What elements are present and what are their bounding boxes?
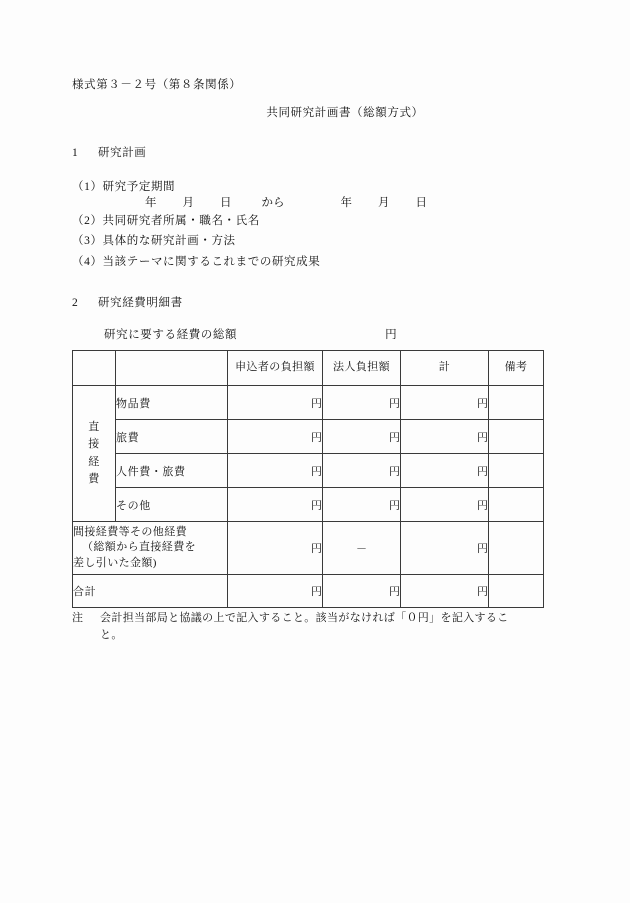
section-1-item-1: （1）研究予定期間 xyxy=(72,181,176,193)
table-header-row xyxy=(73,351,544,386)
form-number: 様式第３－２号（第８条関係） xyxy=(72,79,242,91)
row-label-goods: 物品費 xyxy=(116,386,228,420)
footnote-line-2: と。 xyxy=(100,629,123,642)
start-day-label: 日 xyxy=(220,197,232,209)
cell-personnel-corporate[interactable]: 円 xyxy=(323,454,401,488)
header-corporate-burden: 法人負担額 xyxy=(323,351,401,386)
row-label-sum: 合計 xyxy=(73,575,228,608)
grand-total-unit: 円 xyxy=(385,329,398,341)
cell-other-remarks[interactable] xyxy=(489,488,544,522)
direct-label-char-4: 費 xyxy=(88,472,100,485)
direct-label-char-2: 接 xyxy=(88,438,100,451)
cell-personnel-remarks[interactable] xyxy=(489,454,544,488)
direct-label-char-3: 経 xyxy=(88,455,100,468)
row-label-indirect-expenses xyxy=(73,522,228,575)
row-label-travel: 旅費 xyxy=(116,420,228,454)
header-cell-group xyxy=(73,351,116,386)
cell-sum-remarks[interactable] xyxy=(489,575,544,608)
table-row xyxy=(73,575,544,608)
table-row xyxy=(73,488,544,522)
cell-other-corporate[interactable]: 円 xyxy=(323,488,401,522)
period-connector-label: から xyxy=(261,197,285,209)
cell-goods-corporate[interactable]: 円 xyxy=(323,386,401,420)
direct-expenses-group-label xyxy=(73,386,116,522)
direct-label-char-1: 直 xyxy=(88,421,100,434)
header-applicant-burden: 申込者の負担額 xyxy=(228,351,323,386)
cell-goods-remarks[interactable] xyxy=(489,386,544,420)
cell-indirect-corporate[interactable]: － xyxy=(323,522,401,575)
indirect-label-line-3: 差し引いた金額) xyxy=(73,556,157,569)
footnote-line-1: 会計担当部局と協議の上で記入すること。該当がなければ「０円」を記入するこ xyxy=(100,612,509,624)
end-day-label: 日 xyxy=(415,197,427,209)
section-1-number: 1 xyxy=(72,147,79,159)
header-remarks: 備考 xyxy=(489,351,544,386)
section-2-title: 研究経費明細書 xyxy=(98,297,183,309)
indirect-label-line-2: （総額から直接経費を xyxy=(82,541,196,554)
table-row xyxy=(73,454,544,488)
cell-indirect-remarks[interactable] xyxy=(489,522,544,575)
cell-personnel-total[interactable]: 円 xyxy=(401,454,489,488)
header-cell-category xyxy=(116,351,228,386)
end-year-label: 年 xyxy=(340,197,352,209)
cell-goods-total[interactable]: 円 xyxy=(401,386,489,420)
cell-sum-applicant[interactable]: 円 xyxy=(228,575,323,608)
row-label-other: その他 xyxy=(116,488,228,522)
table-row xyxy=(73,386,544,420)
section-2-heading xyxy=(72,294,183,310)
indirect-label-line-1: 間接経費等その他経費 xyxy=(73,525,187,538)
cell-other-total[interactable]: 円 xyxy=(401,488,489,522)
end-month-label: 月 xyxy=(378,197,390,209)
footnote-mark: 注 xyxy=(72,612,84,624)
grand-total-label: 研究に要する経費の総額 xyxy=(104,329,238,341)
cell-travel-remarks[interactable] xyxy=(489,420,544,454)
section-1-title: 研究計画 xyxy=(98,147,147,159)
section-1-item-3: （3）具体的な研究計画・方法 xyxy=(72,235,236,247)
start-month-label: 月 xyxy=(182,197,194,209)
section-2-number: 2 xyxy=(72,297,79,309)
document-title: 共同研究計画書（総額方式） xyxy=(266,107,424,119)
start-year-label: 年 xyxy=(145,197,157,209)
table-row xyxy=(73,522,544,575)
cell-personnel-applicant[interactable]: 円 xyxy=(228,454,323,488)
section-1-heading xyxy=(72,144,146,160)
row-label-personnel: 人件費・旅費 xyxy=(116,454,228,488)
cell-travel-corporate[interactable]: 円 xyxy=(323,420,401,454)
table-row xyxy=(73,420,544,454)
footnote xyxy=(72,610,558,644)
cell-goods-applicant[interactable]: 円 xyxy=(228,386,323,420)
cell-other-applicant[interactable]: 円 xyxy=(228,488,323,522)
header-total: 計 xyxy=(401,351,489,386)
cell-travel-applicant[interactable]: 円 xyxy=(228,420,323,454)
section-1-item-4: （4）当該テーマに関するこれまでの研究成果 xyxy=(72,256,321,268)
cell-sum-corporate[interactable]: 円 xyxy=(323,575,401,608)
cell-travel-total[interactable]: 円 xyxy=(401,420,489,454)
budget-table xyxy=(72,350,544,608)
cell-indirect-total[interactable]: 円 xyxy=(401,522,489,575)
cell-indirect-applicant[interactable]: 円 xyxy=(228,522,323,575)
section-1-item-2: （2）共同研究者所属・職名・氏名 xyxy=(72,215,260,227)
cell-sum-total[interactable]: 円 xyxy=(401,575,489,608)
research-period-line xyxy=(145,194,427,210)
grand-total-line xyxy=(104,326,397,342)
